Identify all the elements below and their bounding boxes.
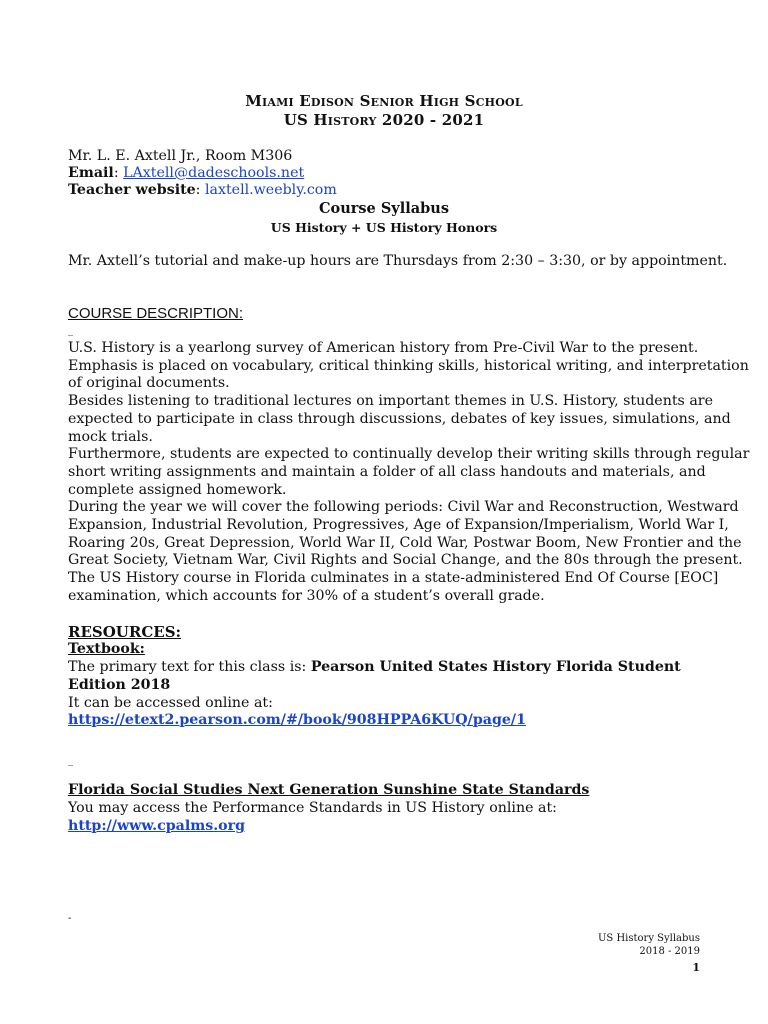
dash-mark: - [68, 913, 72, 924]
email-line: Email: LAxtell@dadeschools.net [68, 165, 305, 181]
resources-heading: RESOURCES: [68, 623, 182, 641]
textbook-url-link[interactable]: https://etext2.pearson.com/#/book/908HPPA6KUQ/page/1 [68, 712, 526, 728]
primary-text-prefix: The primary text for this class is: [68, 659, 311, 675]
syllabus-title: Course Syllabus [319, 200, 449, 217]
footer-title: US History Syllabus [598, 933, 700, 944]
description-line: Furthermore, students are expected to continually develop their writing skills through regular [68, 446, 750, 462]
textbook-edition: Edition 2018 [68, 677, 171, 693]
website-line: Teacher website: laxtell.weebly.com [68, 182, 337, 198]
description-line: expected to participate in class through discussions, debates of key issues, simulations, and [68, 411, 731, 427]
teacher-name-room: Mr. L. E. Axtell Jr., Room M306 [68, 148, 293, 164]
email-link[interactable]: LAxtell@dadeschools.net [123, 165, 305, 181]
description-line: Roaring 20s, Great Depression, World War II, Cold War, Postwar Boom, New Frontier and the [68, 535, 742, 551]
description-line: U.S. History is a yearlong survey of American history from Pre-Civil War to the present. [68, 340, 699, 356]
description-line: Expansion, Industrial Revolution, Progressives, Age of Expansion/Imperialism, World War I, [68, 517, 729, 533]
description-line: Besides listening to traditional lectures on important themes in U.S. History, students are [68, 393, 713, 409]
standards-text: You may access the Performance Standards in US History online at: [68, 800, 557, 816]
standards-title: Florida Social Studies Next Generation Sunshine State Standards [68, 782, 590, 798]
primary-text-line [68, 659, 681, 676]
course-year-title: US History 2020 - 2021 [283, 111, 485, 129]
footer-years: 2018 - 2019 [639, 946, 700, 957]
page-number: 1 [692, 961, 700, 974]
textbook-label: Textbook: [68, 641, 145, 657]
tutorial-hours: Mr. Axtell’s tutorial and make-up hours are Thursdays from 2:30 – 3:30, or by appointment. [68, 253, 728, 269]
description-line: During the year we will cover the following periods: Civil War and Reconstruction, Westward [68, 499, 739, 515]
syllabus-subtitle: US History + US History Honors [270, 220, 498, 235]
standards-url-link[interactable]: http://www.cpalms.org [68, 818, 246, 834]
course-description-heading: COURSE DESCRIPTION: [68, 305, 244, 322]
description-line: examination, which accounts for 30% of a student’s overall grade. [68, 588, 545, 604]
dash-mark: _ [68, 755, 73, 766]
description-line: short writing assignments and maintain a folder of all class handouts and materials, and [68, 464, 706, 480]
website-link[interactable]: laxtell.weebly.com [204, 182, 337, 198]
description-line: The US History course in Florida culminates in a state-administered End Of Course [EOC] [68, 570, 719, 586]
school-name: Miami Edison Senior High School [245, 92, 523, 110]
description-line: complete assigned homework. [68, 482, 287, 498]
description-line: of original documents. [68, 375, 230, 391]
email-label: Email [68, 165, 114, 181]
description-line: Emphasis is placed on vocabulary, critical thinking skills, historical writing, and interpretation [68, 358, 749, 374]
dash-mark: _ [68, 325, 73, 336]
description-line: Great Society, Vietnam War, Civil Rights and Social Change, and the 80s through the present. [68, 552, 743, 568]
textbook-title: Pearson United States History Florida Student [310, 659, 681, 675]
website-label: Teacher website [68, 182, 196, 198]
access-text: It can be accessed online at: [68, 695, 273, 711]
description-line: mock trials. [68, 429, 153, 445]
